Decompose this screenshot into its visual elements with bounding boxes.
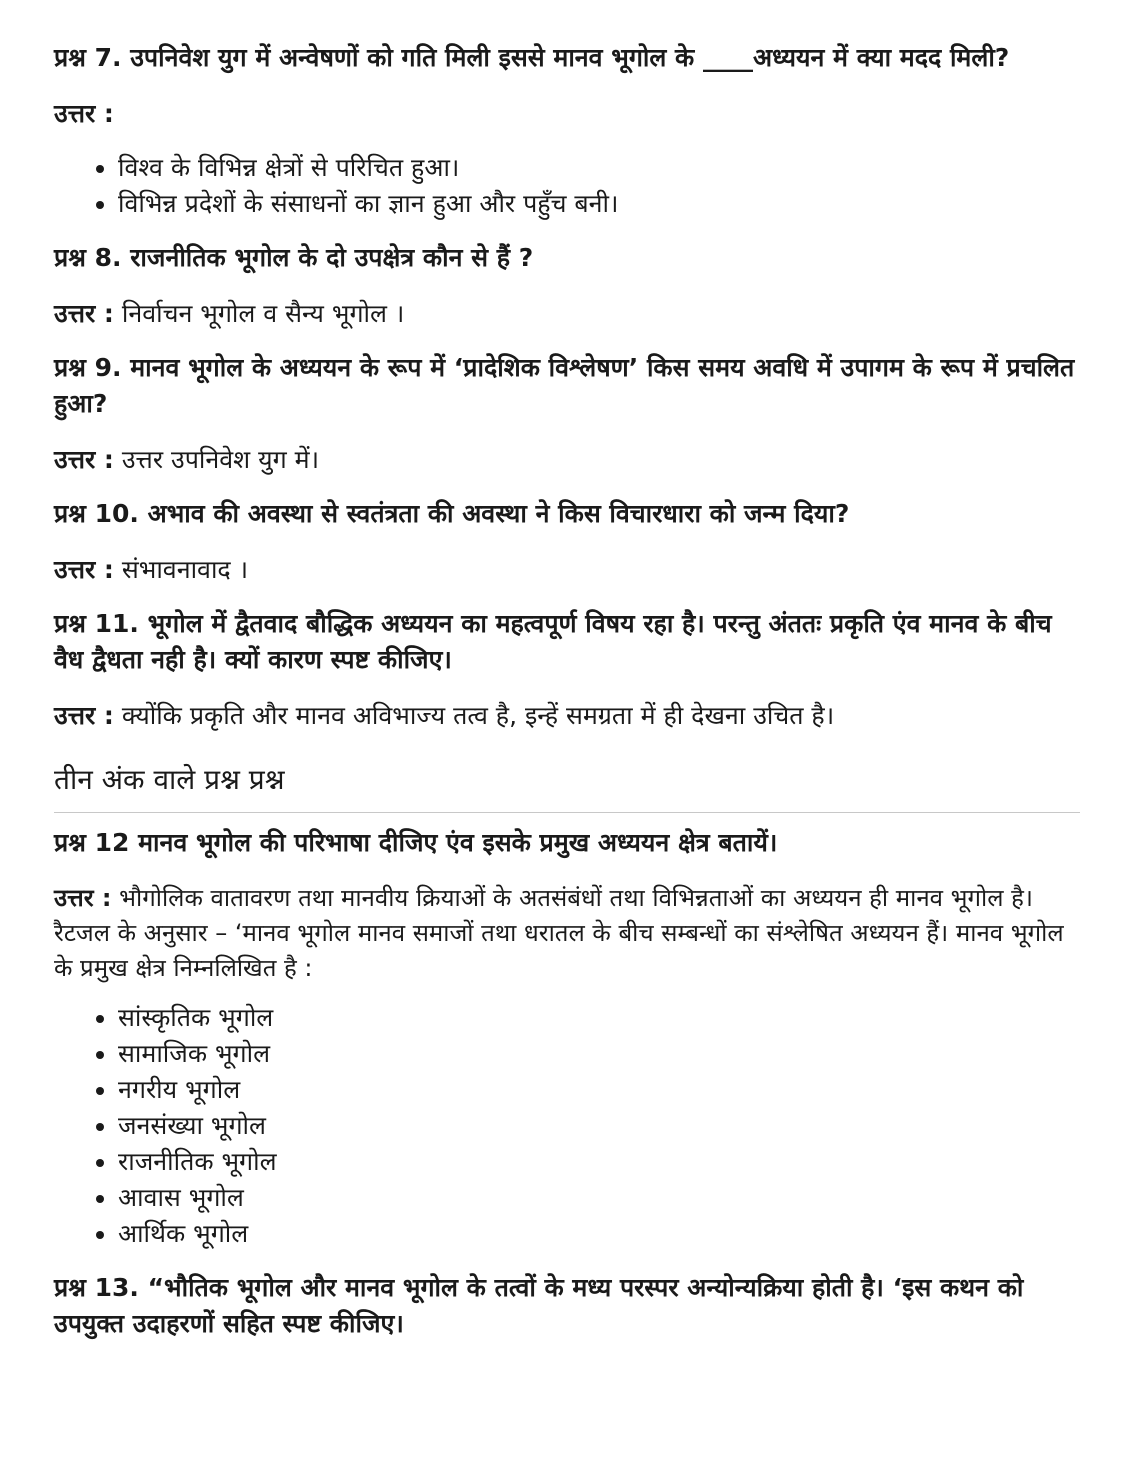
- list-item: • नगरीय भूगोल: [118, 1072, 1080, 1108]
- answer-10: [54, 552, 1080, 588]
- answer-text: उत्तर उपनिवेश युग में।: [113, 445, 320, 474]
- question-10: प्रश्न 10. अभाव की अवस्था से स्वतंत्रता की अवस्था ने किस विचारधारा को जन्म दिया?: [54, 499, 850, 528]
- answer-label: उत्तर :: [54, 884, 112, 912]
- answer-label: उत्तर :: [54, 99, 114, 128]
- list-item: • आर्थिक भूगोल: [118, 1216, 1080, 1252]
- answer-label: उत्तर :: [54, 701, 114, 730]
- answer-text: क्योंकि प्रकृति और मानव अविभाज्य तत्व है, इन्हें समग्रता में ही देखना उचित है।: [113, 701, 835, 730]
- answer-text: निर्वाचन भूगोल व सैन्य भूगोल ।: [113, 299, 405, 328]
- answer-text: भौगोलिक वातावरण तथा मानवीय क्रियाओं के अतसंबंधों तथा विभिन्नताओं का अध्ययन ही मानव भूगोल है। रैटजल के अनुसार – ‘मानव भूगोल मानव समाजों तथा धरातल के बीच सम्बन्धों का संश्लेषित अध्ययन हैं। मानव भूगोल के प्रमुख क्षेत्र निम्नलिखित है :: [54, 884, 1064, 982]
- answer-12-list: [54, 1000, 1080, 1252]
- list-item: • सांस्कृतिक भूगोल: [118, 1000, 1080, 1036]
- question-11: प्रश्न 11. भूगोल में द्वैतवाद बौद्धिक अध्ययन का महत्वपूर्ण विषय रहा है। परन्तु अंततः प्रकृति एंव मानव के बीच वैध द्वैधता नही है। क्यों कारण स्पष्ट कीजिए।: [54, 609, 1052, 674]
- answer-text: संभावनावाद ।: [113, 555, 249, 584]
- answer-11: [54, 698, 1080, 734]
- answer-9: [54, 442, 1080, 478]
- answer-8: [54, 296, 1080, 332]
- list-item: • विश्व के विभिन्न क्षेत्रों से परिचित हुआ।: [118, 150, 1080, 186]
- question-8: प्रश्न 8. राजनीतिक भूगोल के दो उपक्षेत्र कौन से हैं ?: [54, 243, 534, 272]
- list-item: • जनसंख्या भूगोल: [118, 1108, 1080, 1144]
- list-item: • विभिन्न प्रदेशों के संसाधनों का ज्ञान हुआ और पहुँच बनी।: [118, 186, 1080, 222]
- answer-7-list: [54, 150, 1080, 222]
- answer-label: उत्तर :: [54, 445, 114, 474]
- answer-label: उत्तर :: [54, 299, 114, 328]
- list-item: • आवास भूगोल: [118, 1180, 1080, 1216]
- question-12: प्रश्न 12 मानव भूगोल की परिभाषा दीजिए एंव इसके प्रमुख अध्ययन क्षेत्र बतायें।: [54, 828, 778, 857]
- list-item: • सामाजिक भूगोल: [118, 1036, 1080, 1072]
- section-heading: तीन अंक वाले प्रश्न प्रश्न: [54, 760, 1080, 813]
- question-13: प्रश्न 13. “भौतिक भूगोल और मानव भूगोल के तत्वों के मध्य परस्पर अन्योन्यक्रिया होती है। ‘इस कथन को उपयुक्त उदाहरणों सहित स्पष्ट कीजिए।: [54, 1273, 1024, 1338]
- answer-label: उत्तर :: [54, 555, 114, 584]
- list-item: • राजनीतिक भूगोल: [118, 1144, 1080, 1180]
- question-7: प्रश्न 7. उपनिवेश युग में अन्वेषणों को गति मिली इससे मानव भूगोल के ____अध्ययन में क्या मदद मिली?: [54, 43, 1010, 72]
- answer-12: [54, 881, 1080, 986]
- answer-7: [54, 96, 1080, 132]
- question-9: प्रश्न 9. मानव भूगोल के अध्ययन के रूप में ‘प्रादेशिक विश्लेषण’ किस समय अवधि में उपागम के रूप में प्रचलित हुआ?: [54, 353, 1075, 418]
